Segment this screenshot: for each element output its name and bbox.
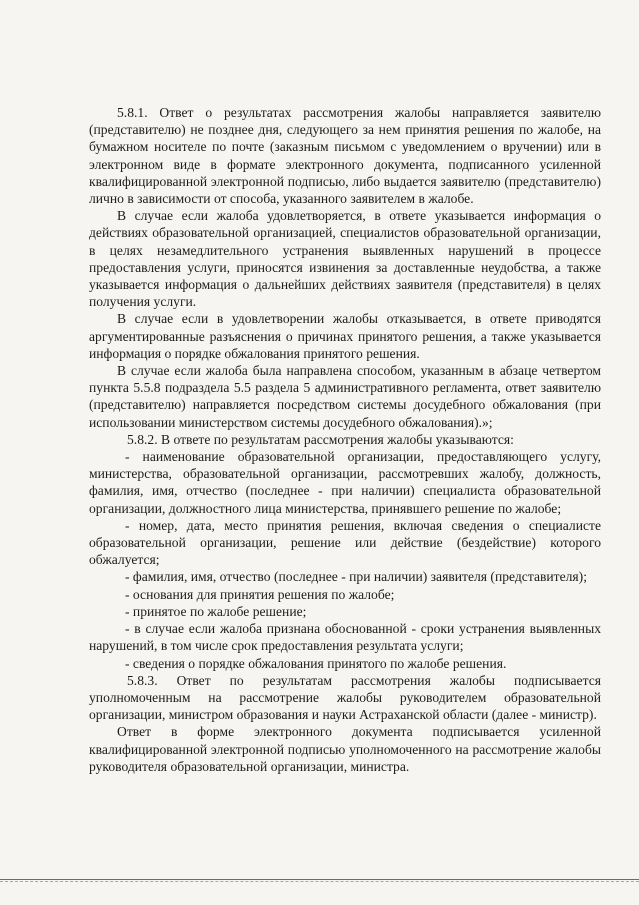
bottom-edge-line [0,879,639,880]
list-item-decision: - принятое по жалобе решение; [125,603,307,619]
list-item-applicant-name: - фамилия, имя, отчество (последнее - при наличии) заявителя (представителя); [125,569,587,585]
paragraph-electronic-signature: Ответ в форме электронного документа подписывается усиленной квалифицированной электронной подписью уполномоченного на рассмотрение жалобы руководителя образовательной организации, министра. [89,724,601,774]
list-item-correction-deadlines: - в случае если жалоба признана обоснованной - сроки устранения выявленных нарушений, в том числе срок предоставления результата услуги; [89,621,601,654]
paragraph-5-8-3: 5.8.3. Ответ по результатам рассмотрения жалобы подписывается уполномоченным на рассмотрение жалобы руководителем образовательной организации, министром образования и науки Астраханской области (далее - министр). [89,672,601,723]
paragraph-pretrial-system: В случае если жалоба была направлена способом, указанным в абзаце четвертом пункта 5.5.8 подраздела 5.5 раздела 5 административного регламента, ответ заявителю (представителю) направляется посредством системы досудебного обжалования (при использовании министерством системы досудебного обжалования).»; [89,363,601,430]
paragraph-5-8-1: 5.8.1. Ответ о результатах рассмотрения жалобы направляется заявителю (представителю) не позднее дня, следующего за нем принятия решения по жалобе, на бумажном носителе по почте (заказным письмом с уведомлением о вручении) или в электронном виде в формате электронного документа, подписанного усиленной квалифицированной электронной подписью, либо выдается заявителю (представителю) лично в зависимости от способа, указанного заявителем в жалобе. [89,105,601,207]
scan-edge-line [0,881,639,882]
list-item-appeal-procedure: - сведения о порядке обжалования принятого по жалобе решения. [125,655,507,671]
list-item-grounds: - основания для принятия решения по жалобе; [125,586,395,602]
paragraph-complaint-rejected: В случае если в удовлетворении жалобы отказывается, в ответе приводятся аргументированные разъяснения о причинах принятого решения, а также указывается информация о порядке обжалования принятого решения. [89,311,601,361]
document-body [89,104,601,775]
paragraph-complaint-satisfied: В случае если жалоба удовлетворяется, в ответе указывается информация о действиях образовательной организацией, специалистов образовательной организации, в целях незамедлительного устранения выявленных нарушений в процессе предоставления услуги, приносятся извинения за доставленные неудобства, а также указывается информация о дальнейших действиях заявителя (представителя) в целях получения услуги. [89,208,601,310]
list-item-decision-number: - номер, дата, место принятия решения, включая сведения о специалисте образовательной организации, решение или действие (бездействие) которого обжалуется; [89,517,601,568]
list-item-organization-name: - наименование образовательной организации, предоставляющего услугу, министерства, образовательной организации, рассмотревших жалобу, должность, фамилия, имя, отчество (последнее - при наличии) специалиста образовательной организации, должностного лица министерства, принявшего решение по жалобе; [89,449,601,516]
paragraph-5-8-2: 5.8.2. В ответе по результатам рассмотрения жалобы указываются: [127,431,514,447]
